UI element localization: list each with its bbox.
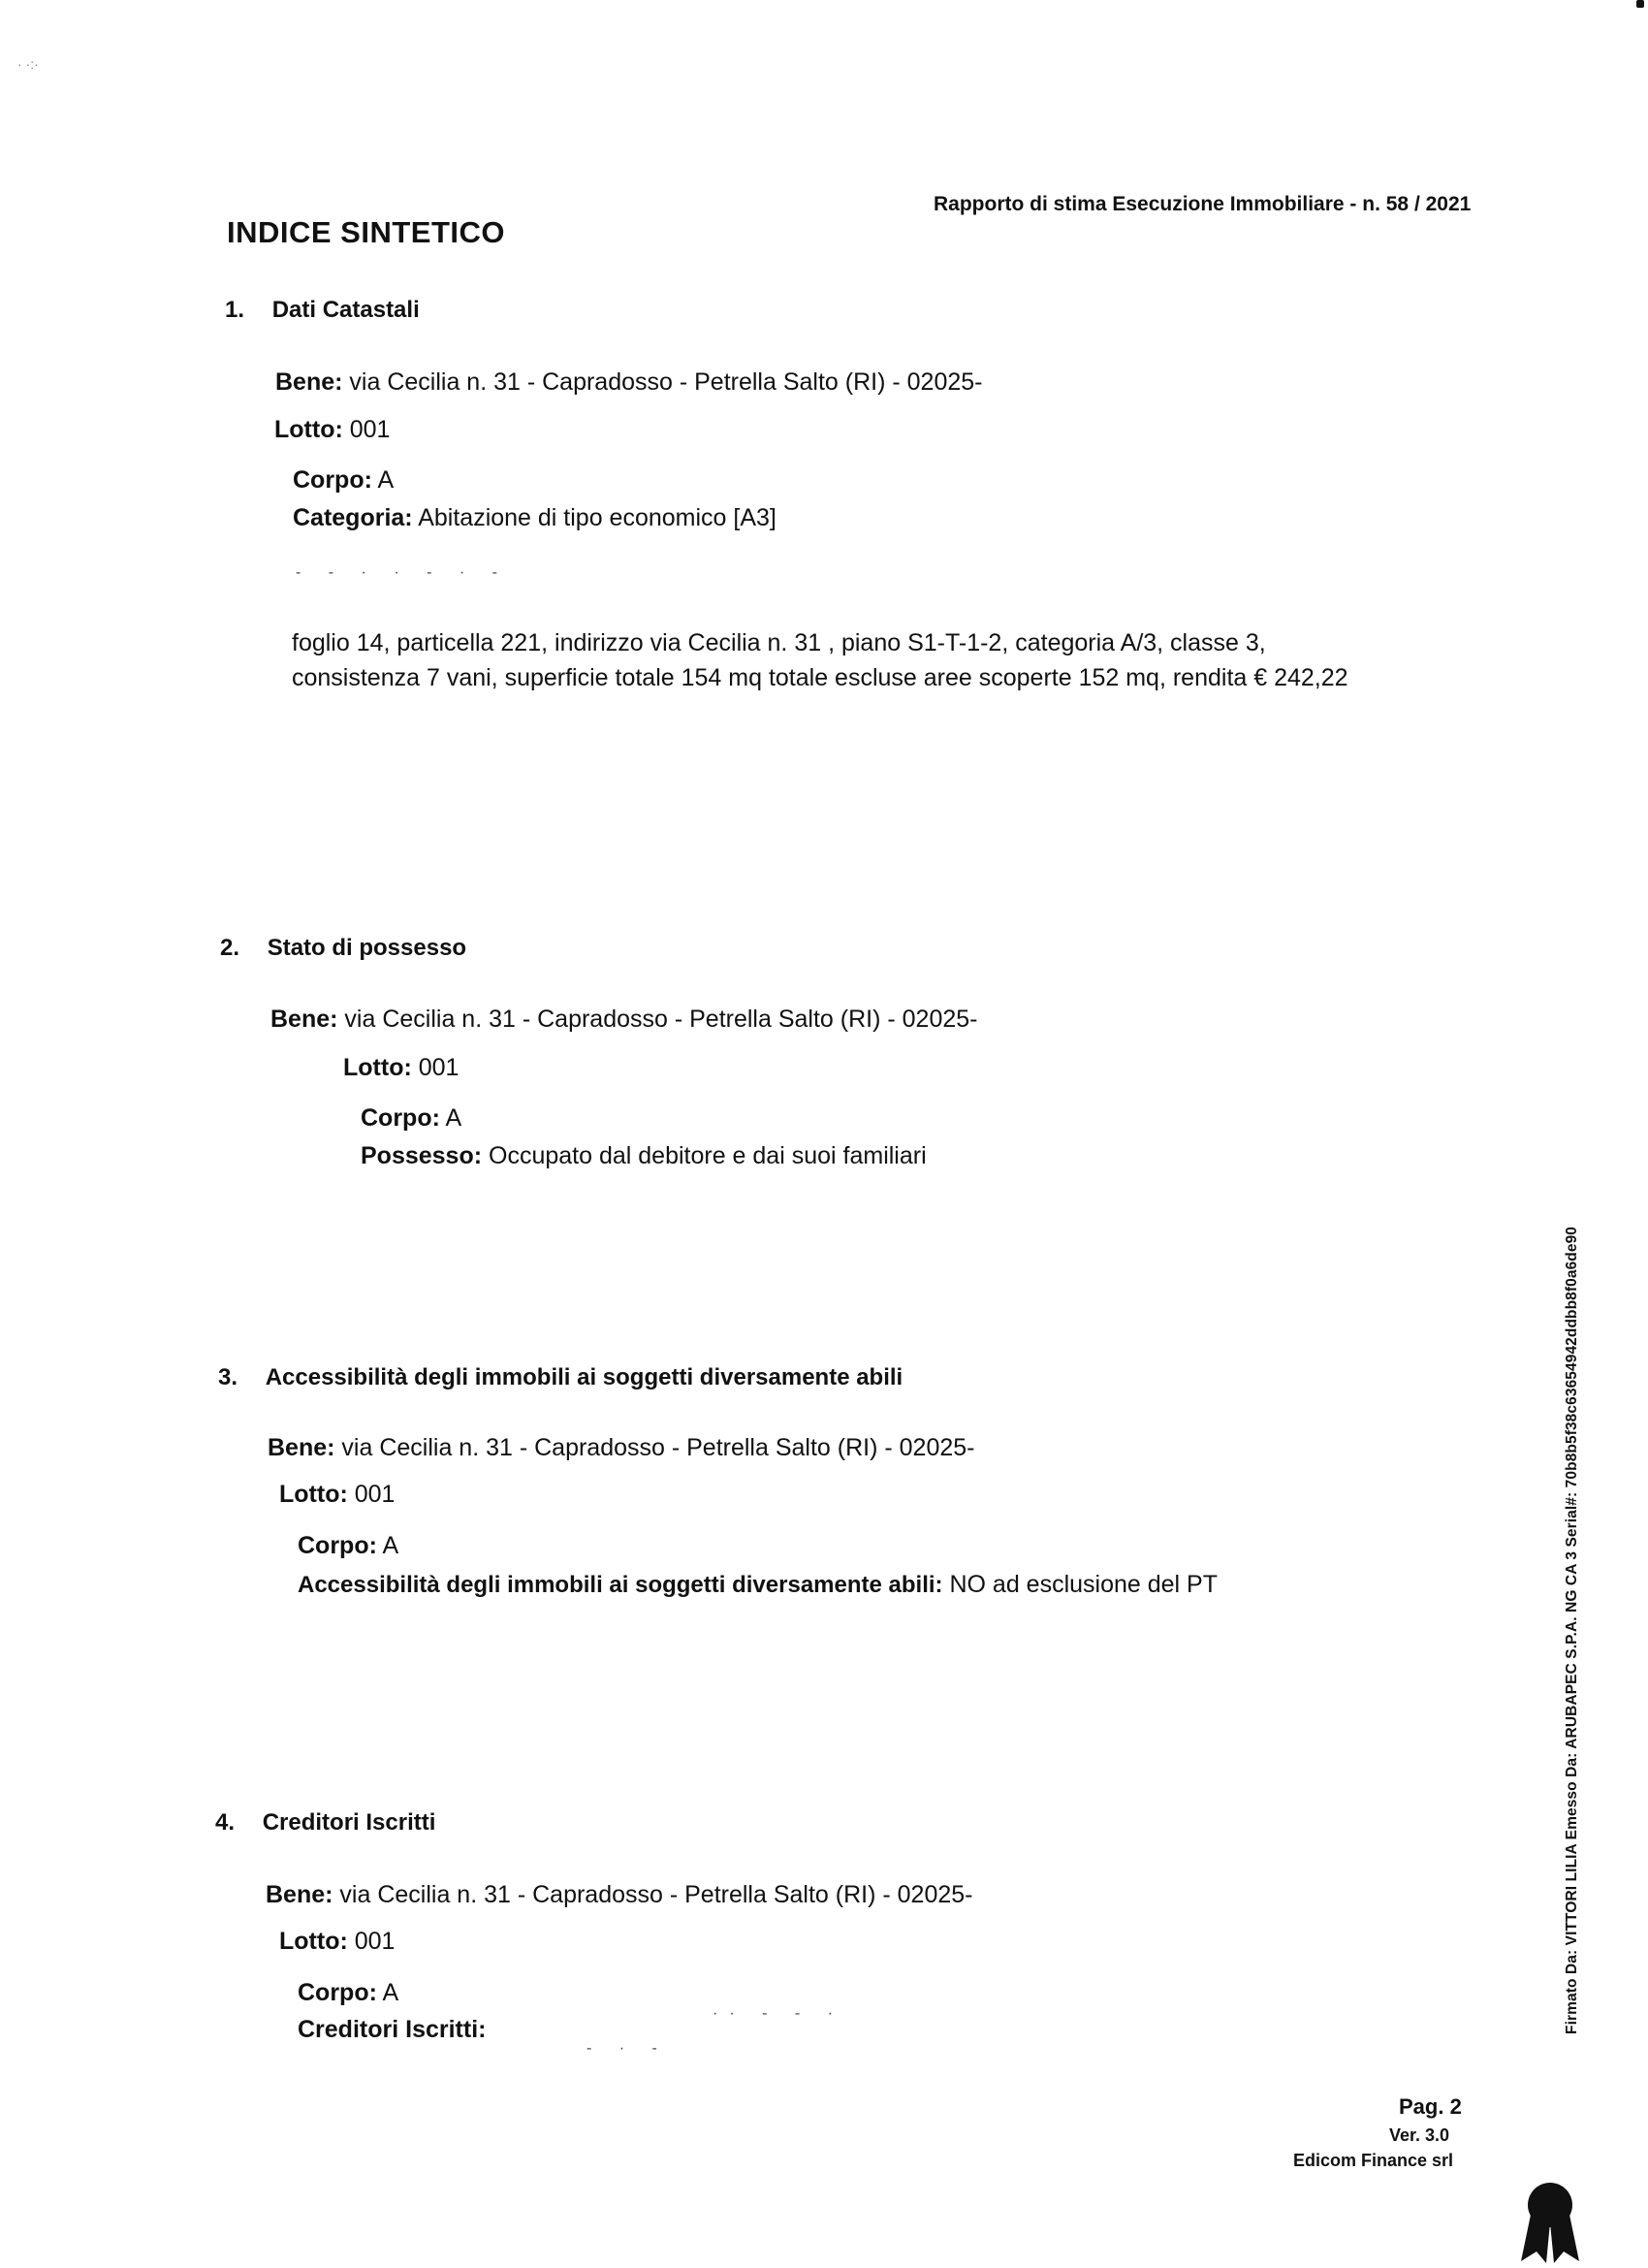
faded-line-marks: ·· - - · [713, 2005, 844, 2022]
possesso-value: Occupato dal debitore e dai suoi familiari [482, 1142, 927, 1169]
section-3-lotto [279, 1481, 395, 1509]
section-2-corpo [361, 1104, 461, 1133]
accessibilita-value: NO ad esclusione del PT [942, 1571, 1219, 1598]
section-2-lotto [343, 1054, 459, 1082]
categoria-value: Abitazione di tipo economico [A3] [412, 504, 776, 531]
corpo-label: Corpo: [293, 466, 372, 494]
seal-icon [1517, 2180, 1585, 2263]
section-2-heading [220, 935, 466, 962]
lotto-label: Lotto: [279, 1481, 348, 1508]
corpo-value: A [439, 1104, 462, 1132]
lotto-label: Lotto: [343, 1054, 412, 1081]
section-4-creditori [298, 2016, 486, 2044]
section-number: 1. [225, 297, 245, 323]
section-1-bene [275, 368, 982, 397]
section-title: Accessibilità degli immobili ai soggetti diversamente abili [265, 1364, 903, 1390]
section-number: 3. [218, 1364, 238, 1390]
corpo-label: Corpo: [361, 1104, 440, 1132]
section-1-lotto [274, 416, 390, 444]
version: Ver. 3.0 [1389, 2125, 1450, 2145]
lotto-value: 001 [347, 1928, 396, 1955]
section-4-corpo [298, 1979, 398, 2007]
categoria-label: Categoria: [293, 504, 413, 531]
lotto-value: 001 [411, 1054, 460, 1081]
section-4-bene [266, 1881, 972, 1909]
section-title: Dati Catastali [271, 297, 420, 323]
section-3-bene [268, 1434, 974, 1462]
section-2-bene [270, 1006, 977, 1034]
section-3-corpo [298, 1532, 398, 1560]
corpo-label: Corpo: [298, 1532, 377, 1559]
section-3-accessibilita [298, 1571, 1218, 1599]
section-1-heading [225, 297, 420, 324]
company: Edicom Finance srl [1293, 2151, 1454, 2170]
lotto-value: 001 [347, 1481, 396, 1508]
section-2-possesso [361, 1142, 927, 1170]
report-reference: Rapporto di stima Esecuzione Immobiliare - n. 58 / 2021 [934, 193, 1472, 215]
faded-line-marks: - - · · - · - [296, 564, 509, 581]
section-title: Stato di possesso [267, 935, 467, 961]
section-3-heading [218, 1364, 903, 1391]
section-title: Creditori Iscritti [262, 1809, 436, 1836]
scan-corner-mark [1636, 0, 1644, 8]
section-1-corpo [293, 466, 394, 495]
digital-signature: Firmato Da: VITTORI LILIA Emesso Da: ARUBAPEC S.P.A. NG CA 3 Serial#: 70b8b5f38c63654942ddbb8f0a6de90 [1564, 1226, 1580, 2034]
bene-label: Bene: [268, 1434, 335, 1461]
lotto-label: Lotto: [279, 1928, 348, 1955]
accessibilita-label: Accessibilità degli immobili ai soggetti diversamente abili: [298, 1572, 943, 1598]
bene-label: Bene: [275, 368, 343, 396]
section-1-details: foglio 14, particella 221, indirizzo via Cecilia n. 31 , piano S1-T-1-2, categoria A/3, classe 3, consistenza 7 vani, superficie totale 154 mq totale escluse aree scoperte 152 mq, rendita € 242,22 [292, 629, 1348, 691]
corpo-label: Corpo: [298, 1979, 377, 2006]
section-number: 2. [220, 935, 240, 961]
lotto-label: Lotto: [274, 416, 343, 443]
lotto-value: 001 [342, 416, 391, 443]
section-number: 4. [215, 1809, 236, 1836]
faded-line-marks: - · - [586, 2040, 669, 2057]
bene-value: via Cecilia n. 31 - Capradosso - Petrella Salto (RI) - 02025- [334, 1434, 975, 1461]
page-number: Pag. 2 [1399, 2094, 1462, 2119]
bene-value: via Cecilia n. 31 - Capradosso - Petrella Salto (RI) - 02025- [333, 1881, 973, 1908]
bene-label: Bene: [270, 1006, 338, 1033]
corpo-value: A [371, 466, 395, 494]
creditori-label: Creditori Iscritti: [298, 2016, 487, 2043]
scan-speck: · ·:· [17, 56, 39, 72]
bene-label: Bene: [266, 1881, 333, 1908]
section-1-categoria [293, 504, 776, 532]
section-4-lotto [279, 1928, 395, 1956]
section-4-heading [215, 1809, 435, 1837]
bene-value: via Cecilia n. 31 - Capradosso - Petrella Salto (RI) - 02025- [337, 1006, 978, 1033]
bene-value: via Cecilia n. 31 - Capradosso - Petrella Salto (RI) - 02025- [342, 368, 983, 396]
corpo-value: A [376, 1532, 399, 1559]
possesso-label: Possesso: [361, 1142, 483, 1169]
corpo-value: A [376, 1979, 399, 2006]
page-title: INDICE SINTETICO [227, 215, 506, 249]
